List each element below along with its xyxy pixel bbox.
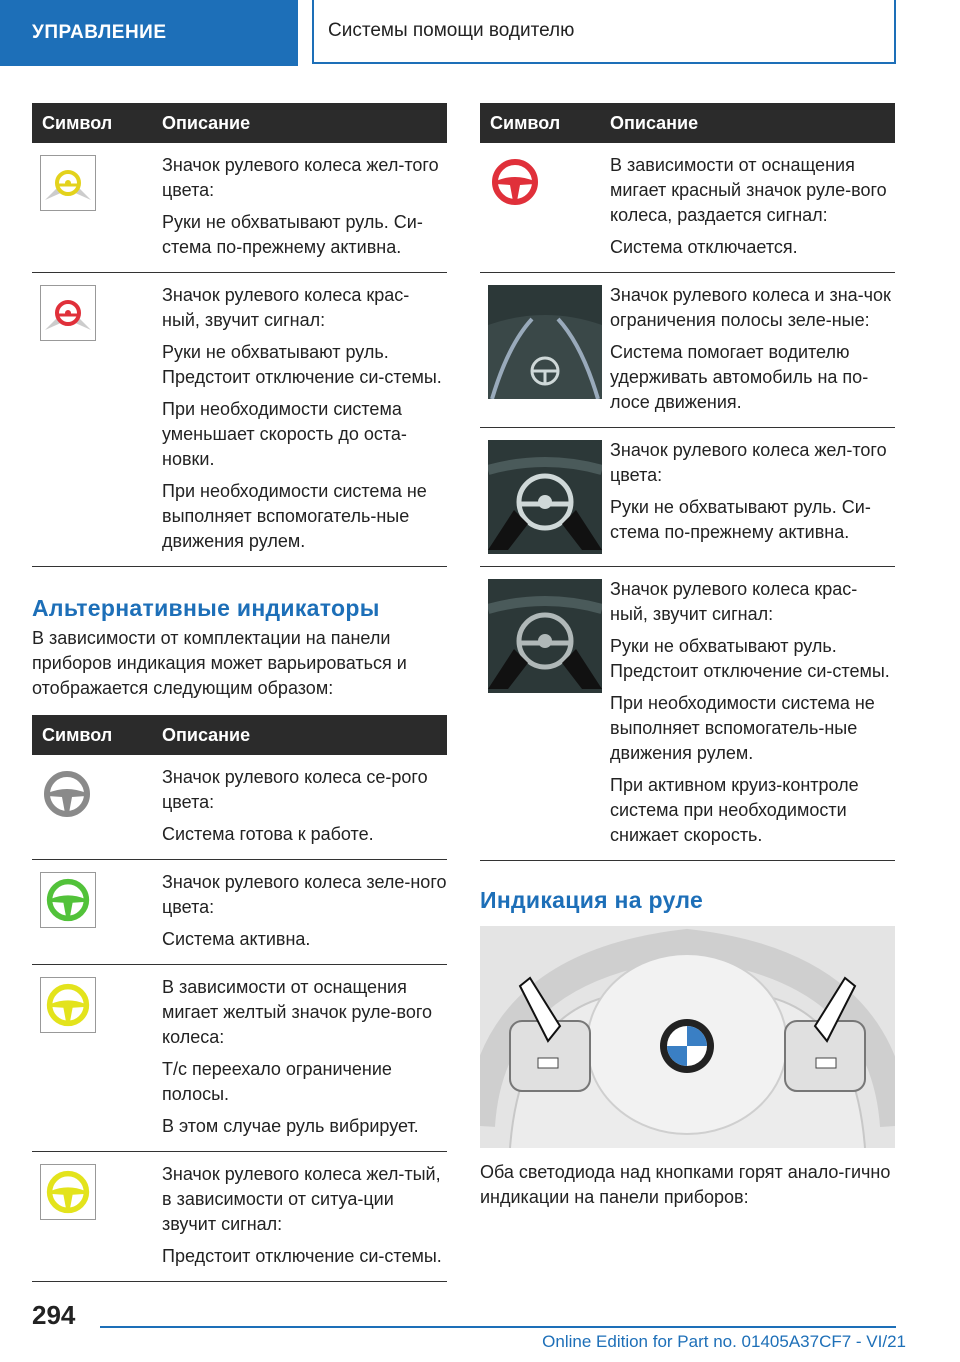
desc-line: Значок рулевого колеса жел-того цвета: <box>610 440 887 485</box>
desc-line: Система помогает водителю удерживать автомобиль на по-лосе движения. <box>610 342 869 412</box>
desc-line: При необходимости система не выполняет вспомогатель-ные движения рулем. <box>162 481 427 551</box>
col-description: Описание <box>162 724 251 745</box>
page-header <box>0 0 960 66</box>
page-number: 294 <box>32 1300 76 1330</box>
col-symbol: Символ <box>490 112 561 133</box>
lane-wheel-hands-red-icon <box>488 579 602 693</box>
table-row <box>32 1152 447 1282</box>
col-description: Описание <box>610 112 699 133</box>
desc-line: Т/с переехало ограничение полосы. <box>162 1059 392 1104</box>
desc-line: Значок рулевого колеса жел-тый, в зависимости от ситуа-ции звучит сигнал: <box>162 1164 441 1234</box>
desc-line: Руки не обхватывают руль. Предстоит отключение си-стемы. <box>162 342 442 387</box>
table-row <box>32 755 447 860</box>
right-column <box>480 103 895 1210</box>
table-row <box>480 428 895 567</box>
table-header <box>480 103 895 143</box>
lane-wheel-hands-yellow-icon <box>488 440 602 554</box>
steering-wheel-yellow-icon <box>40 1164 96 1220</box>
desc-line: Руки не обхватывают руль. Си-стема по-прежнему активна. <box>610 497 871 542</box>
col-symbol: Символ <box>42 724 113 745</box>
table-row <box>480 273 895 428</box>
table-row <box>480 567 895 861</box>
section-text: Оба светодиода над кнопками горят анало-гично индикации на панели приборов: <box>480 1162 891 1207</box>
table-row <box>32 965 447 1152</box>
table-row <box>32 273 447 567</box>
desc-line: В зависимости от оснащения мигает желтый значок руле-вого колеса: <box>162 977 433 1047</box>
steering-wheel-red-icon <box>488 155 542 209</box>
desc-line: В зависимости от оснащения мигает красный значок руле-вого колеса, раздается сигнал: <box>610 155 887 225</box>
desc-line: При необходимости система не выполняет вспомогатель-ные движения рулем. <box>610 693 875 763</box>
col-symbol: Символ <box>42 112 113 133</box>
col-description: Описание <box>162 112 251 133</box>
section-tab[interactable]: УПРАВЛЕНИЕ <box>0 0 298 66</box>
section-heading: Индикация на руле <box>480 887 704 913</box>
desc-line: Значок рулевого колеса зеле-ного цвета: <box>162 872 447 917</box>
desc-line: Значок рулевого колеса крас-ный, звучит сигнал: <box>162 285 410 330</box>
steering-wheel-red-hands-icon <box>40 285 96 341</box>
desc-line: Руки не обхватывают руль. Предстоит отключение си-стемы. <box>610 636 890 681</box>
table-header <box>32 103 447 143</box>
section-heading: Альтернативные индикаторы <box>32 595 380 621</box>
steering-wheel-yellow-blink-icon <box>40 977 96 1033</box>
desc-line: Значок рулевого колеса и зна-чок ограничения полосы зеле-ные: <box>610 285 891 330</box>
desc-line: Система активна. <box>162 929 311 949</box>
chapter-title: Системы помощи водителю <box>312 0 896 64</box>
section-text: В зависимости от комплектации на панели приборов индикация может варьироваться и отображается следующим образом: <box>32 628 407 698</box>
desc-line: Руки не обхватывают руль. Си-стема по-прежнему активна. <box>162 212 423 257</box>
desc-line: Система готова к работе. <box>162 824 374 844</box>
lane-wheel-green-icon <box>488 285 602 399</box>
table-row <box>480 143 895 273</box>
desc-line: Система отключается. <box>610 237 798 257</box>
desc-line: Значок рулевого колеса се-рого цвета: <box>162 767 428 812</box>
desc-line: Значок рулевого колеса жел-того цвета: <box>162 155 439 200</box>
steering-wheel-illustration <box>480 926 895 1148</box>
steering-wheel-green-icon <box>40 872 96 928</box>
edition-note: Online Edition for Part no. 01405A37CF7 - VI/21 <box>542 1332 906 1351</box>
table-row <box>32 860 447 965</box>
steering-wheel-gray-icon <box>40 767 94 821</box>
left-column <box>32 103 447 1282</box>
table-row <box>32 143 447 273</box>
table-header <box>32 715 447 755</box>
desc-line: В этом случае руль вибрирует. <box>162 1116 419 1136</box>
steering-wheel-yellow-hands-icon <box>40 155 96 211</box>
desc-line: При активном круиз-контроле система при необходимости снижает скорость. <box>610 775 859 845</box>
desc-line: При необходимости система уменьшает скорость до оста-новки. <box>162 399 407 469</box>
footer-divider <box>100 1326 896 1328</box>
desc-line: Значок рулевого колеса крас-ный, звучит сигнал: <box>610 579 858 624</box>
desc-line: Предстоит отключение си-стемы. <box>162 1246 442 1266</box>
